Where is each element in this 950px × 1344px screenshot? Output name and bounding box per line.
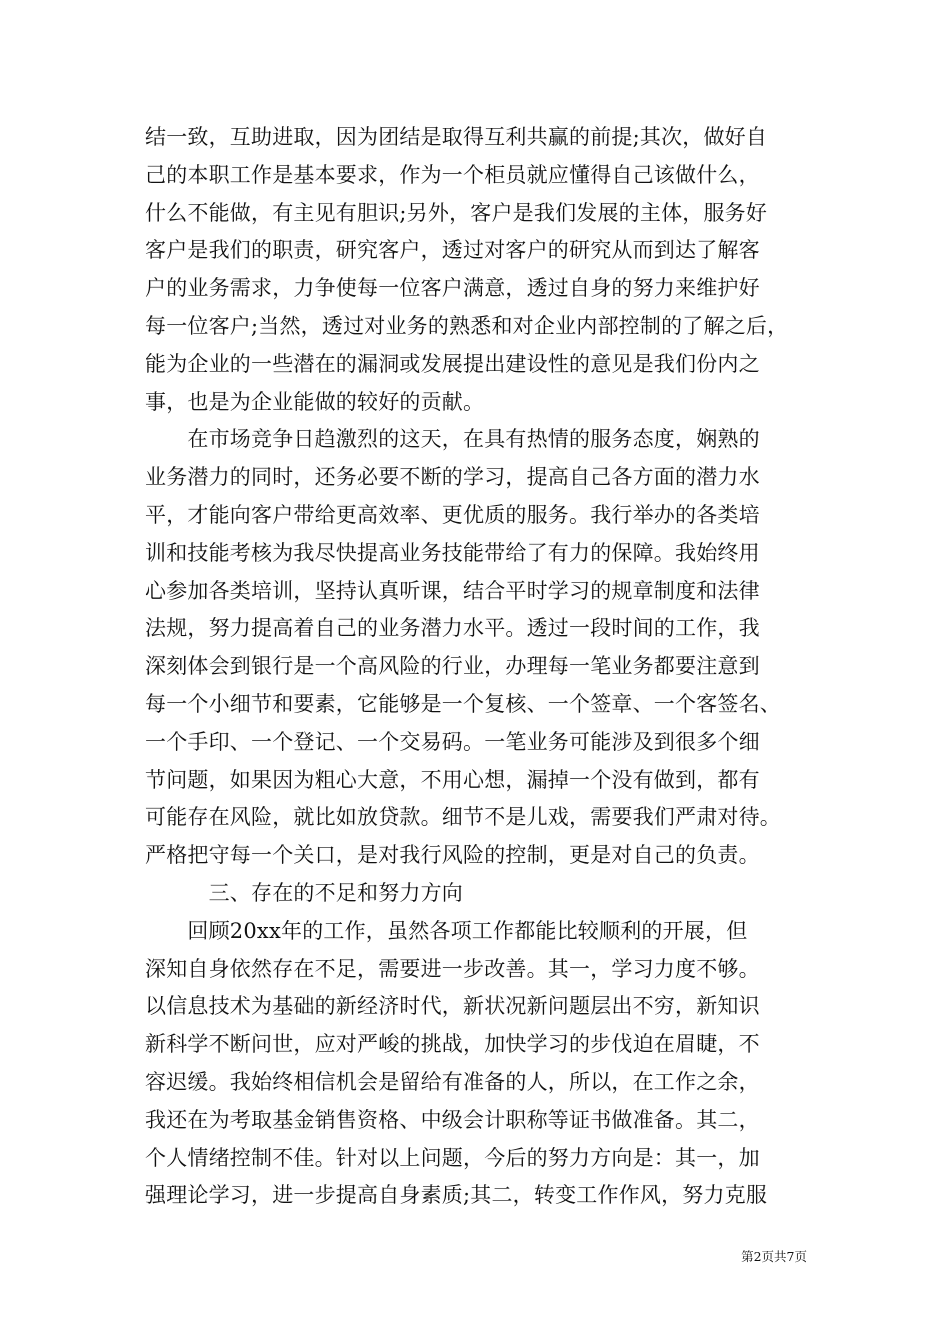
text-line: 深知自身依然存在不足，需要进一步改善。其一，学习力度不够。 <box>145 956 760 981</box>
text-line: 法规，努力提高着自己的业务潜力水平。透过一段时间的工作，我 <box>145 616 760 641</box>
text-line: 己的本职工作是基本要求，作为一个柜员就应懂得自己该做什么， <box>145 162 760 187</box>
text-line: 能为企业的一些潜在的漏洞或发展提出建设性的意见是我们份内之 <box>145 351 760 376</box>
text-line: 可能存在风险，就比如放贷款。细节不是儿戏，需要我们严肃对待。 <box>145 805 781 830</box>
text-line: 强理论学习，进一步提高自身素质;其二，转变工作作风，努力克服 <box>145 1183 768 1208</box>
text-line: 业务潜力的同时，还务必要不断的学习，提高自己各方面的潜力水 <box>145 465 760 490</box>
text-line: 一个手印、一个登记、一个交易码。一笔业务可能涉及到很多个细 <box>145 729 760 754</box>
text-line: 训和技能考核为我尽快提高业务技能带给了有力的保障。我始终用 <box>145 540 760 565</box>
text-line: 节问题，如果因为粗心大意，不用心想，漏掉一个没有做到，都有 <box>145 767 760 792</box>
text-line: 事，也是为企业能做的较好的贡献。 <box>145 389 485 414</box>
body-text <box>145 119 825 1215</box>
text-line: 新科学不断问世，应对严峻的挑战，加快学习的步伐迫在眉睫，不 <box>145 1032 760 1057</box>
text-line: 每一位客户;当然，透过对业务的熟悉和对企业内部控制的了解之后， <box>145 313 789 338</box>
text-line: 客户是我们的职责，研究客户，透过对客户的研究从而到达了解客 <box>145 238 760 263</box>
text-line: 心参加各类培训，坚持认真听课，结合平时学习的规章制度和法律 <box>145 578 760 603</box>
page-number-footer: 第2页共7页 <box>741 1249 807 1264</box>
text-line: 平，才能向客户带给更高效率、更优质的服务。我行举办的各类培 <box>145 502 760 527</box>
text-line: 回顾20xx年的工作，虽然各项工作都能比较顺利的开展，但 <box>145 918 748 943</box>
text-line: 在市场竞争日趋激烈的这天，在具有热情的服务态度，娴熟的 <box>145 427 760 452</box>
text-line: 个人情绪控制不佳。针对以上问题，今后的努力方向是：其一，加 <box>145 1145 760 1170</box>
text-line: 户的业务需求，力争使每一位客户满意，透过自身的努力来维护好 <box>145 276 760 301</box>
text-line: 深刻体会到银行是一个高风险的行业，办理每一笔业务都要注意到 <box>145 654 760 679</box>
text-line: 我还在为考取基金销售资格、中级会计职称等证书做准备。其二， <box>145 1107 760 1132</box>
text-line: 结一致，互助进取，因为团结是取得互利共赢的前提;其次，做好自 <box>145 125 768 149</box>
text-line: 严格把守每一个关口，是对我行风险的控制，更是对自己的负责。 <box>145 843 760 868</box>
text-line: 容迟缓。我始终相信机会是留给有准备的人，所以，在工作之余， <box>145 1069 760 1094</box>
section-heading: 三、存在的不足和努力方向 <box>145 880 463 905</box>
text-line: 每一个小细节和要素，它能够是一个复核、一个签章、一个客签名、 <box>145 691 781 716</box>
text-line: 什么不能做，有主见有胆识;另外，客户是我们发展的主体，服务好 <box>145 200 768 225</box>
text-line: 以信息技术为基础的新经济时代，新状况新问题层出不穷，新知识 <box>145 994 760 1019</box>
